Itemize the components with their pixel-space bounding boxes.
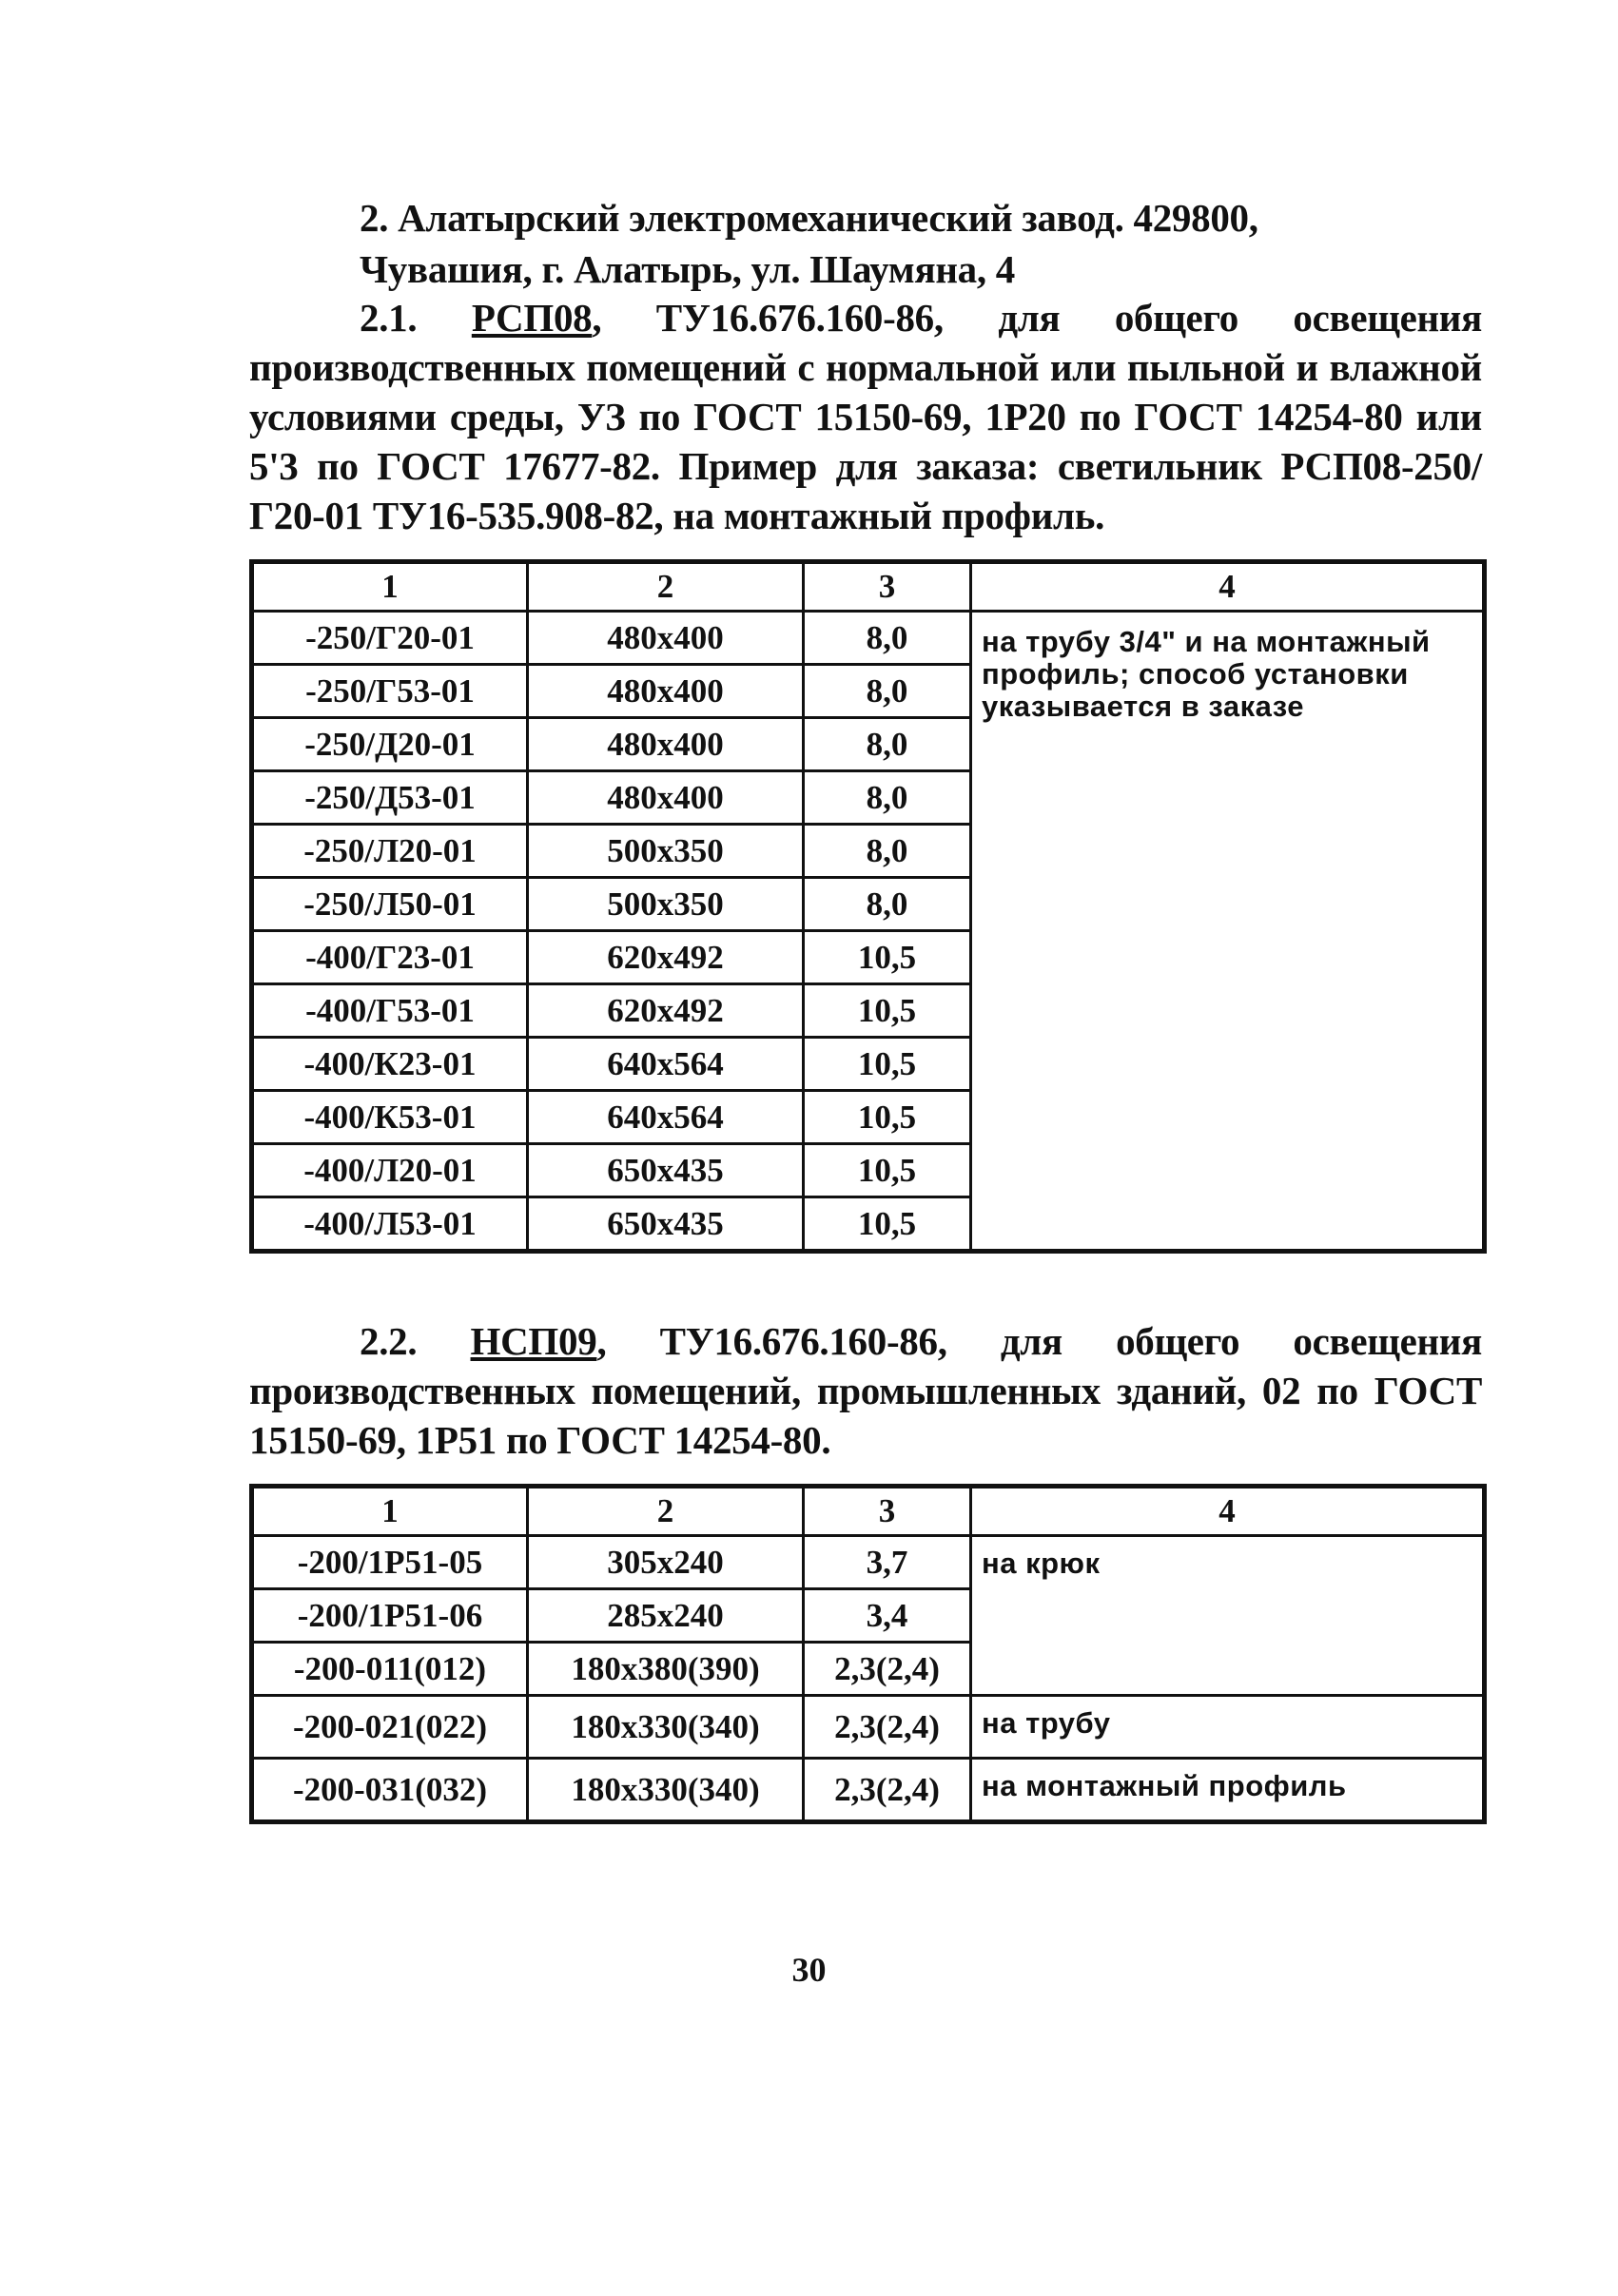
section-2-2-product: НСП09 xyxy=(470,1319,597,1363)
model-cell: -200-011(012) xyxy=(252,1643,528,1696)
mass-cell: 10,5 xyxy=(804,931,971,984)
model-cell: -200-021(022) xyxy=(252,1696,528,1759)
model-cell: -200-031(032) xyxy=(252,1759,528,1822)
model-cell: -250/Д53-01 xyxy=(252,771,528,825)
section-2-1-product: РСП08 xyxy=(471,296,593,340)
table-header-row xyxy=(252,1487,1485,1536)
page-number: 30 xyxy=(791,1951,827,1989)
header-cell: 3 xyxy=(804,562,971,612)
hook-note-cell: на крюк xyxy=(971,1536,1485,1696)
section-2-1-paragraph xyxy=(249,293,1482,540)
model-cell: -250/Д20-01 xyxy=(252,718,528,771)
mass-cell: 8,0 xyxy=(804,665,971,718)
size-cell: 650x435 xyxy=(528,1144,804,1197)
section-2-1-text: , ТУ16.676.160-86, для общего освещения производственных помещений с нормальной или пыльной и влажной условиями среды, УЗ по ГОСТ 15150-69, 1Р20 по ГОСТ 14254-80 или 5'3 по ГОСТ 17677-82. Пример для заказа: светильник РСП08-250/Г20-01 ТУ16-535.908-82, на монтажный профиль. xyxy=(249,296,1483,537)
model-cell: -400/Л53-01 xyxy=(252,1197,528,1252)
size-cell: 480x400 xyxy=(528,771,804,825)
model-cell: -200/1Р51-06 xyxy=(252,1589,528,1643)
mass-cell: 3,4 xyxy=(804,1589,971,1643)
model-cell: -400/Л20-01 xyxy=(252,1144,528,1197)
header-cell: 3 xyxy=(804,1487,971,1536)
size-cell: 500x350 xyxy=(528,878,804,931)
nsp09-table xyxy=(249,1484,1487,1824)
mass-cell: 10,5 xyxy=(804,1144,971,1197)
size-cell: 640x564 xyxy=(528,1091,804,1144)
mass-cell: 2,3(2,4) xyxy=(804,1696,971,1759)
mounting-note-cell: на трубу xyxy=(971,1696,1485,1759)
rsp08-table xyxy=(249,559,1487,1254)
size-cell: 480x400 xyxy=(528,718,804,771)
model-cell: -200/1Р51-05 xyxy=(252,1536,528,1589)
header-cell: 4 xyxy=(971,562,1485,612)
table-row xyxy=(252,1696,1485,1759)
mass-cell: 10,5 xyxy=(804,1038,971,1091)
header-cell: 1 xyxy=(252,562,528,612)
heading-line-2: Чувашия, г. Алатырь, ул. Шаумяна, 4 xyxy=(360,247,1015,291)
model-cell: -400/Г23-01 xyxy=(252,931,528,984)
mass-cell: 2,3(2,4) xyxy=(804,1759,971,1822)
mounting-note-cell: на монтажный профиль xyxy=(971,1759,1485,1822)
model-cell: -250/Л50-01 xyxy=(252,878,528,931)
size-cell: 480x400 xyxy=(528,612,804,665)
model-cell: -400/К53-01 xyxy=(252,1091,528,1144)
size-cell: 620x492 xyxy=(528,931,804,984)
section-2-2-text: , ТУ16.676.160-86, для общего освещения производственных помещений, промышленных зданий, 02 по ГОСТ 15150-69, 1Р51 по ГОСТ 14254-80. xyxy=(249,1319,1482,1462)
model-cell: -250/Г20-01 xyxy=(252,612,528,665)
model-cell: -400/Г53-01 xyxy=(252,984,528,1038)
header-cell: 2 xyxy=(528,1487,804,1536)
mass-cell: 8,0 xyxy=(804,718,971,771)
mass-cell: 8,0 xyxy=(804,771,971,825)
size-cell: 650x435 xyxy=(528,1197,804,1252)
mass-cell: 8,0 xyxy=(804,612,971,665)
mass-cell: 3,7 xyxy=(804,1536,971,1589)
mass-cell: 8,0 xyxy=(804,825,971,878)
mass-cell: 10,5 xyxy=(804,1091,971,1144)
size-cell: 640x564 xyxy=(528,1038,804,1091)
mounting-note-cell: на трубу 3/4" и на монтажный профиль; способ установки указывается в заказе xyxy=(971,612,1485,1252)
size-cell: 180x330(340) xyxy=(528,1696,804,1759)
model-cell: -400/К23-01 xyxy=(252,1038,528,1091)
mass-cell: 8,0 xyxy=(804,878,971,931)
section-2-2-paragraph xyxy=(249,1316,1482,1465)
header-cell: 2 xyxy=(528,562,804,612)
size-cell: 285x240 xyxy=(528,1589,804,1643)
size-cell: 480x400 xyxy=(528,665,804,718)
size-cell: 305x240 xyxy=(528,1536,804,1589)
section-2-2-number: 2.2. xyxy=(360,1319,418,1363)
size-cell: 620x492 xyxy=(528,984,804,1038)
heading-line-1: 2. Алатырский электромеханический завод. 429800, xyxy=(360,196,1258,240)
section-2-1-number: 2.1. xyxy=(360,296,418,340)
table-row xyxy=(252,1759,1485,1822)
table-row xyxy=(252,612,1485,665)
size-cell: 180x380(390) xyxy=(528,1643,804,1696)
table-row xyxy=(252,1536,1485,1589)
mass-cell: 10,5 xyxy=(804,984,971,1038)
mass-cell: 2,3(2,4) xyxy=(804,1643,971,1696)
size-cell: 180x330(340) xyxy=(528,1759,804,1822)
header-cell: 1 xyxy=(252,1487,528,1536)
size-cell: 500x350 xyxy=(528,825,804,878)
table-header-row xyxy=(252,562,1485,612)
manufacturer-heading xyxy=(360,192,1482,295)
mass-cell: 10,5 xyxy=(804,1197,971,1252)
model-cell: -250/Л20-01 xyxy=(252,825,528,878)
model-cell: -250/Г53-01 xyxy=(252,665,528,718)
header-cell: 4 xyxy=(971,1487,1485,1536)
